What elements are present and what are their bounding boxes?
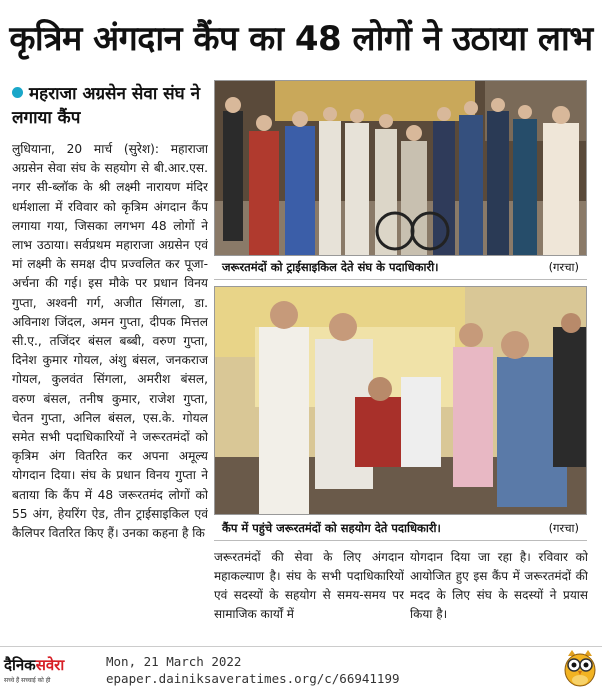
bullet-icon (12, 87, 23, 98)
epaper-link[interactable]: epaper.dainiksaveratimes.org/c/66941199 (106, 671, 400, 686)
caption-text: कैंप में पहुंचे जरूरतमंदों को सहयोग देते पदाधिकारी। (222, 521, 441, 535)
newspaper-logo[interactable] (4, 653, 100, 685)
article-body-continued: योगदान दिया जा रहा है। रविवार को आयोजित हुए इस कैंप में जरूरतमंदों की मदद के लिए संघ के सदस्यों ने प्रयास किया है। (410, 550, 588, 621)
logo-text-red: सवेरा (35, 655, 65, 674)
photo-credit: (गरचा) (548, 521, 579, 535)
article-body-continued: जरूरतमंदों की सेवा के लिए अंगदान महाकल्याण है। संघ के सभी पदाधिकारियों एवं सदस्यों के सहयोग से समय-समय पर सामाजिक कार्यों में (214, 550, 404, 621)
photo-credit: (गरचा) (548, 260, 579, 274)
article-body: लुधियाना, 20 मार्च (सुरेश): महाराजा अग्रसेन सेवा संघ के सहयोग से बी.आर.एस. नगर सी-ब्लॉक के श्री लक्ष्मी नारायण मंदिर धर्मशाला में रविवार को कृत्रिम अंगदान कैंप लगाया गया, जिसका लगभग 48 लोगों ने लाभ उठाया। सर्वप्रथम महाराजा अग्रसेन एवं मां लक्ष्मी के समक्ष दीप प्रज्वलित कर पूजा-अर्चना की गई। इस मौके पर प्रधान विनय गुप्ता, अश्वनी गर्ग, अजीत सिंगला, डा. अविनाश जिंदल, अमन गुप्ता, दीपक मित्तल सी.ए., तजिंदर बंसल बब्बी, वरुण गुप्ता, दिनेश कुमार गोयल, अंशु बंसल, जनकराज गोयल, कुलवंत सिंगला, अमरीश बंसल, वरुण बंसल, तनीष कुमार, राजेश गुप्ता, चेतन गुप्ता, अनिल बंसल, एस.के. गोयल समेत सभी पदाधिकारियों ने जरूरतमंदों को कृत्रिम अंग वितरित कर अपना अमूल्य योगदान दिया। संघ के प्रधान विनय गुप्ता ने बताया कि कैंप में 48 जरूरतमंद लोगों को 55 अंग, हेयरिंग ऐड, तीन ट्राईसाइकिल एवं कैलिपर वितरित किए हैं। उनका कहना है कि (12, 142, 208, 541)
logo-text-black: दैनिक (4, 655, 36, 674)
caption-text: जरूरतमंदों को ट्राईसाइकिल देते संघ के पदाधिकारी। (222, 260, 439, 274)
subheadline (12, 82, 212, 130)
subheadline-text: महराजा अग्रसेन सेवा संघ ने लगाया कैंप (12, 84, 201, 128)
owl-icon (562, 648, 598, 688)
epaper-footer (0, 646, 602, 690)
photo-tricycle-distribution (214, 80, 587, 256)
edition-date: Mon, 21 March 2022 (106, 654, 242, 669)
photo-caption (214, 517, 587, 541)
logo-tagline: सच्चे हैं सच्चाई को ही (4, 676, 51, 684)
photo-assistance (214, 286, 587, 515)
photo-caption (214, 256, 587, 280)
photo-assistance-illustration (215, 287, 587, 515)
headline: कृत्रिम अंगदान कैंप का 48 लोगों ने उठाया लाभ (9, 19, 593, 59)
photo-tricycle-illustration (215, 81, 587, 256)
